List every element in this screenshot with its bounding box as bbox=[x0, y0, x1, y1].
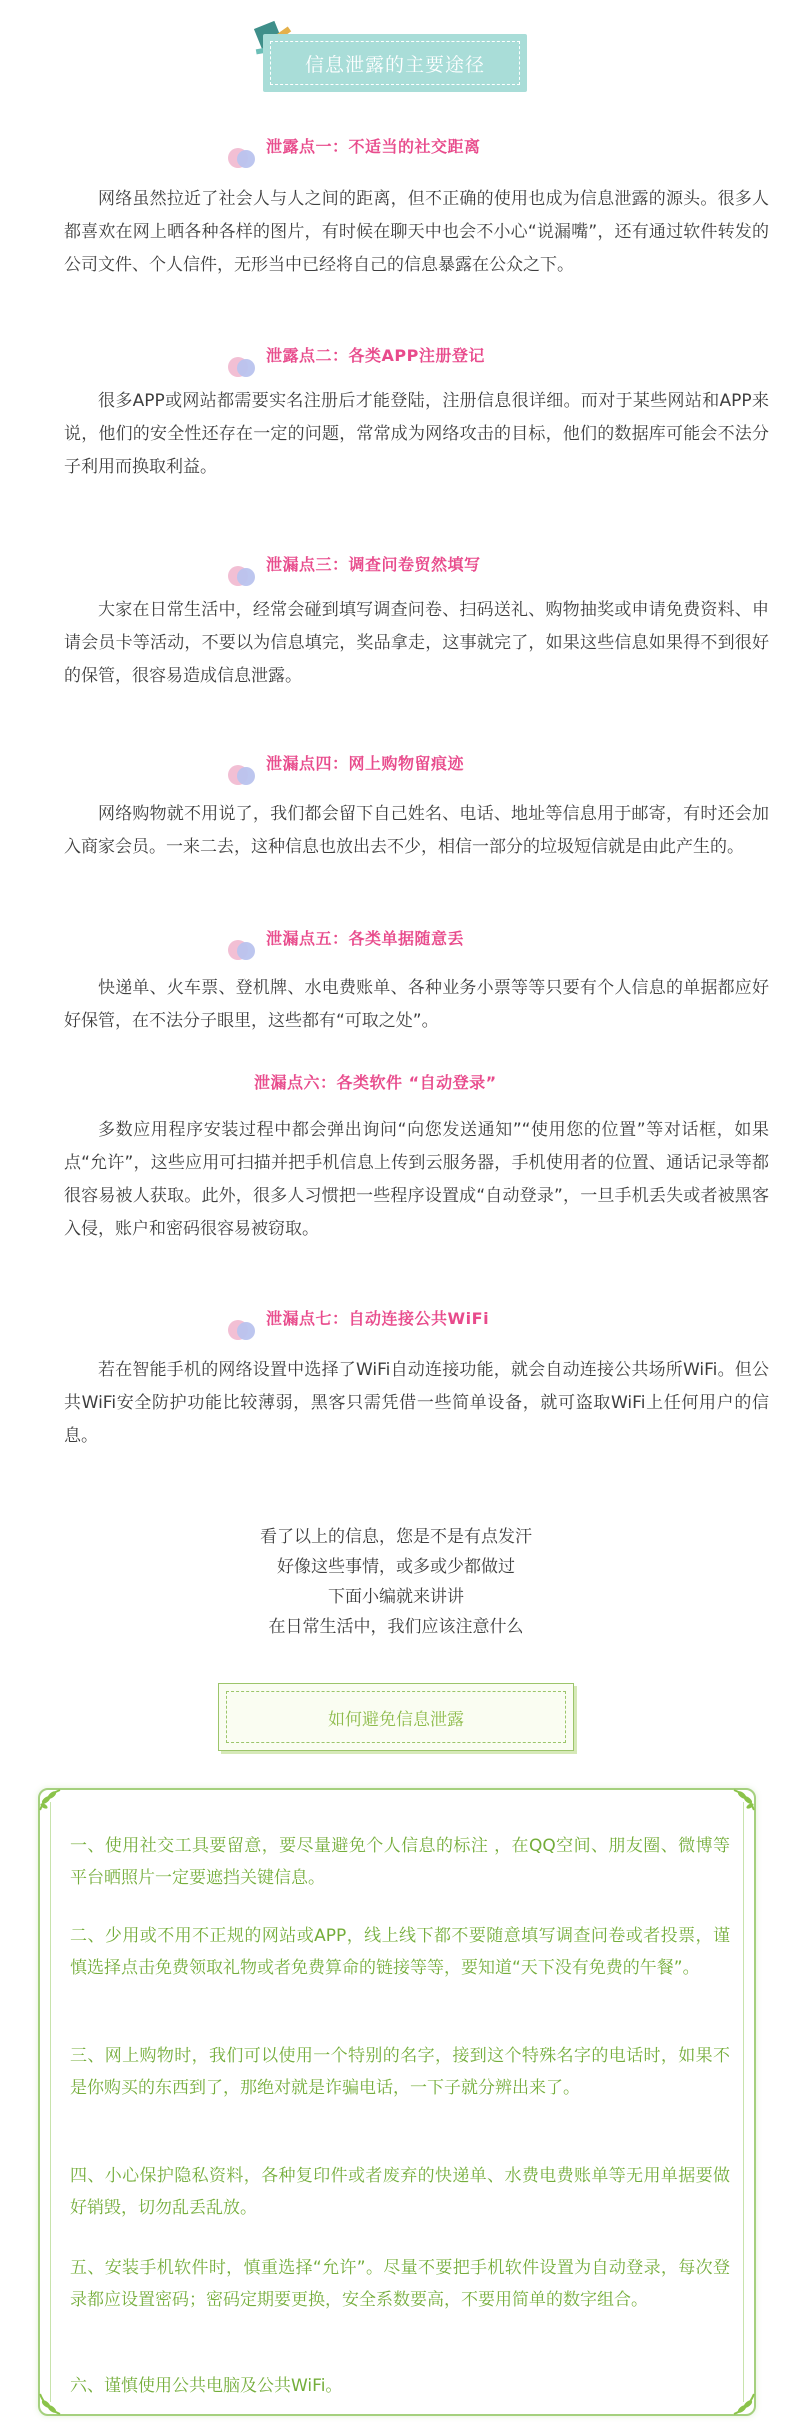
page-title: 信息泄露的主要途径 bbox=[304, 53, 485, 76]
summary-line: 在日常生活中，我们应该注意什么 bbox=[268, 1617, 524, 1637]
section-body: 网络购物就不用说了，我们都会留下自己姓名、电话、地址等信息用于邮寄，有时还会加入商家会员。一来二去，这种信息也放出去不少，相信一部分的垃圾短信就是由此产生的。 bbox=[64, 804, 769, 857]
bullet-dots-icon bbox=[228, 357, 260, 379]
tip-item: 一、使用社交工具要留意，要尽量避免个人信息的标注 ，在QQ空间、朋友圈、微博等平台晒照片一定要遮挡关键信息。 bbox=[70, 1836, 730, 1888]
bullet-dots-icon bbox=[228, 940, 260, 962]
section-title: 泄漏点三：调查问卷贸然填写 bbox=[266, 555, 481, 574]
bullet-dots-icon bbox=[228, 765, 260, 787]
section-body: 多数应用程序安装过程中都会弹出询问“向您发送通知”“使用您的位置”等对话框，如果点“允许”，这些应用可扫描并把手机信息上传到云服务器，手机使用者的位置、通话记录等都很容易被人获取。此外，很多人习惯把一些程序设置成“自动登录”，一旦手机丢失或者被黑客入侵，账户和密码很容易被窃取。 bbox=[64, 1120, 769, 1239]
section-title: 泄漏点七：自动连接公共WiFi bbox=[266, 1309, 490, 1328]
tip-item: 三、网上购物时，我们可以使用一个特别的名字，接到这个特殊名字的电话时，如果不是你购买的东西到了，那绝对就是诈骗电话，一下子就分辨出来了。 bbox=[70, 2046, 730, 2098]
section-title: 泄漏点四：网上购物留痕迹 bbox=[266, 754, 465, 773]
section-body: 网络虽然拉近了社会人与人之间的距离，但不正确的使用也成为信息泄露的源头。很多人都喜欢在网上晒各种各样的图片，有时候在聊天中也会不小心“说漏嘴”，还有通过软件转发的公司文件、个人信件，无形当中已经将自己的信息暴露在公众之下。 bbox=[64, 189, 769, 275]
section-body: 很多APP或网站都需要实名注册后才能登陆，注册信息很详细。而对于某些网站和APP来说，他们的安全性还存在一定的问题，常常成为网络攻击的目标，他们的数据库可能会不法分子利用而换取利益。 bbox=[64, 391, 769, 477]
section-title: 泄漏点六：各类软件 “自动登录” bbox=[254, 1073, 497, 1092]
howto-title: 如何避免信息泄露 bbox=[328, 1709, 464, 1730]
bullet-dots-icon bbox=[228, 566, 260, 588]
section-title: 泄漏点五：各类单据随意丢 bbox=[266, 929, 465, 948]
summary-line: 看了以上的信息，您是不是有点发汗 bbox=[260, 1527, 532, 1547]
section-title: 泄露点二：各类APP注册登记 bbox=[266, 346, 485, 365]
leaf-corner-icon bbox=[36, 2390, 64, 2418]
tip-item: 六、谨慎使用公共电脑及公共WiFi。 bbox=[70, 2376, 343, 2396]
tip-item: 五、安装手机软件时，慎重选择“允许”。尽量不要把手机软件设置为自动登录，每次登录都应设置密码；密码定期要更换，安全系数要高，不要用简单的数字组合。 bbox=[70, 2258, 730, 2310]
bullet-dots-icon bbox=[228, 148, 260, 170]
summary-line: 下面小编就来讲讲 bbox=[328, 1587, 464, 1607]
tips-box bbox=[38, 1788, 756, 2416]
summary-block bbox=[0, 1522, 792, 1642]
section-body: 若在智能手机的网络设置中选择了WiFi自动连接功能，就会自动连接公共场所WiFi。但公共WiFi安全防护功能比较薄弱，黑客只需凭借一些简单设备，就可盗取WiFi上任何用户的信息。 bbox=[64, 1360, 769, 1446]
leaf-corner-icon bbox=[36, 1786, 64, 1814]
tip-item: 四、小心保护隐私资料，各种复印件或者废弃的快递单、水费电费账单等无用单据要做好销毁，切勿乱丢乱放。 bbox=[70, 2166, 730, 2218]
leaf-corner-icon bbox=[730, 2390, 758, 2418]
tip-item: 二、少用或不用不正规的网站或APP，线上线下都不要随意填写调查问卷或者投票，谨慎选择点击免费领取礼物或者免费算命的链接等等，要知道“天下没有免费的午餐”。 bbox=[70, 1926, 730, 1978]
leaf-corner-icon bbox=[730, 1786, 758, 1814]
section-title: 泄露点一：不适当的社交距离 bbox=[266, 137, 481, 156]
section-body: 大家在日常生活中，经常会碰到填写调查问卷、扫码送礼、购物抽奖或申请免费资料、申请会员卡等活动，不要以为信息填完，奖品拿走，这事就完了，如果这些信息如果得不到很好的保管，很容易造成信息泄露。 bbox=[64, 600, 769, 686]
howto-badge bbox=[218, 1683, 574, 1751]
bullet-dots-icon bbox=[228, 1320, 260, 1342]
title-badge bbox=[263, 34, 527, 92]
section-body: 快递单、火车票、登机牌、水电费账单、各种业务小票等等只要有个人信息的单据都应好好保管，在不法分子眼里，这些都有“可取之处”。 bbox=[64, 978, 769, 1031]
summary-line: 好像这些事情，或多或少都做过 bbox=[277, 1557, 515, 1577]
